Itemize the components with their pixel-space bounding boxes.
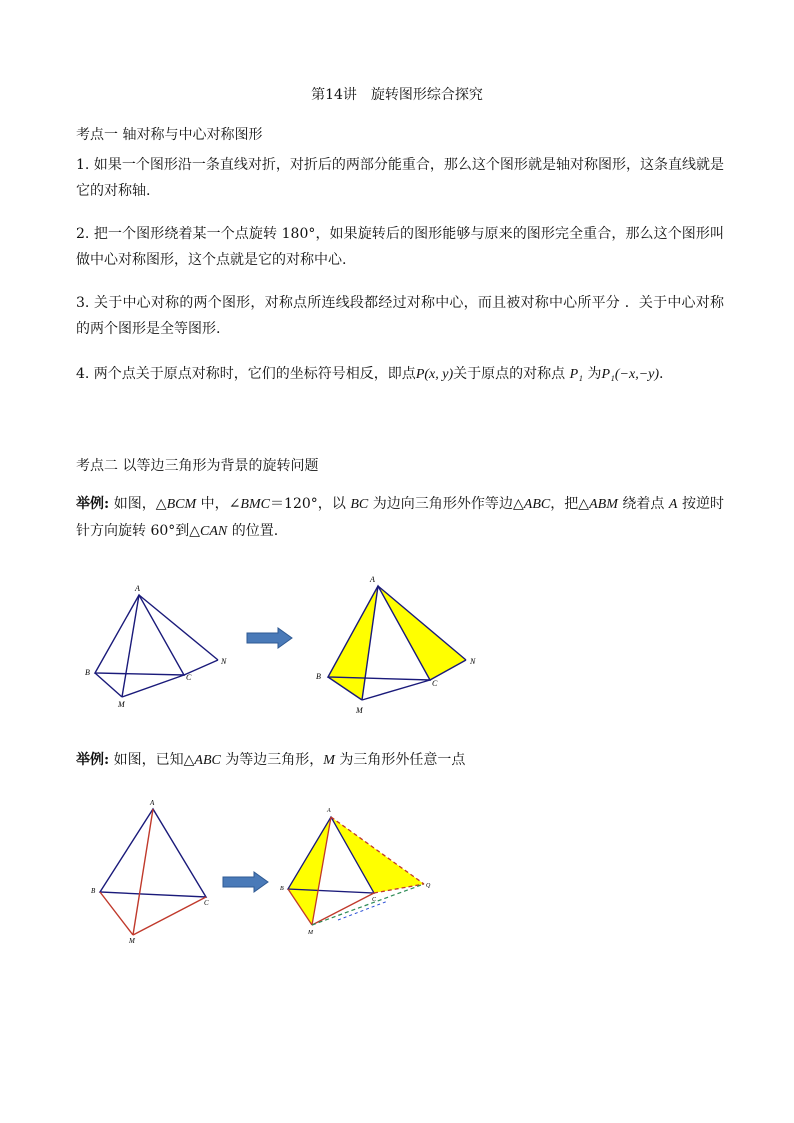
ex1-seg: 的位置.: [227, 523, 279, 539]
ex1-seg: 绕着点: [617, 496, 669, 512]
label-a: A: [135, 584, 140, 593]
ex2-seg: 如图，已知△: [109, 752, 195, 768]
segment-blue-dashed: [338, 901, 388, 920]
label-a: A: [150, 799, 155, 807]
paragraph-4: [76, 361, 724, 388]
label-c: C: [432, 679, 438, 688]
example-2-label: 举例:: [76, 752, 110, 768]
ex2-seg: 为等边三角形，: [220, 752, 324, 768]
p4-text-b: 关于原点的对称点: [453, 366, 566, 382]
triangle-abc: [100, 809, 206, 897]
shaded-acq: [331, 817, 424, 893]
segment-am: [133, 809, 153, 935]
label-m: M: [356, 706, 363, 715]
figure-2-rotated: [278, 800, 438, 940]
ex1-seg: ＝120°，以: [269, 496, 351, 512]
ex1-abm: ABM: [589, 497, 618, 512]
section-heading-2: 考点二 以等边三角形为背景的旋转问题: [76, 458, 319, 474]
ex1-seg: 如图，△: [109, 496, 167, 512]
p4-p1: P₁: [569, 367, 583, 382]
figure-2-original: [85, 795, 225, 945]
segment-mq-dashed: [312, 884, 424, 925]
label-b: B: [280, 886, 284, 892]
label-m: M: [308, 930, 313, 936]
arrow-right-icon: [246, 627, 294, 649]
ex1-bmc: BMC: [240, 497, 270, 512]
paragraph-1: 1. 如果一个图形沿一条直线对折，对折后的两部分能重合，那么这个图形就是轴对称图形，这条直线就是它的对称轴.: [76, 157, 724, 199]
example-2-text: [76, 747, 724, 774]
ex1-seg: 为边向三角形外作等边△: [368, 496, 524, 512]
p4-point: P(x, y): [415, 367, 454, 382]
figure-1-rotated: [310, 572, 490, 722]
segment-mc: [312, 893, 374, 925]
ex1-abc: ABC: [523, 497, 551, 512]
p4-end: .: [659, 366, 664, 382]
label-c: C: [204, 899, 209, 907]
segment-an: [139, 595, 218, 660]
example-1-label: 举例:: [76, 496, 110, 512]
segment-bm: [100, 892, 133, 935]
segment-mc: [362, 680, 430, 700]
segment-bm: [95, 673, 122, 697]
shaded-abm: [288, 817, 331, 925]
ex2-abc: ABC: [194, 753, 221, 768]
ex2-seg: 为三角形外任意一点: [334, 752, 466, 768]
label-b: B: [316, 672, 321, 681]
label-n: N: [221, 657, 227, 666]
ex1-seg: 按逆时针方向旋转 60°到△: [76, 496, 725, 539]
figure-1-original: [80, 580, 230, 710]
p4-text-a: 4. 两个点关于原点对称时，它们的坐标符号相反，即点: [76, 366, 416, 382]
label-a: A: [327, 808, 331, 814]
p4-result: P₁(−x,−y): [601, 367, 660, 382]
label-m: M: [118, 700, 125, 709]
ex1-seg: 中，∠: [196, 496, 241, 512]
label-c: C: [372, 897, 377, 903]
label-b: B: [85, 668, 90, 677]
label-a: A: [370, 575, 375, 584]
triangle-abc: [95, 595, 184, 675]
label-n: N: [470, 657, 476, 666]
arrow-right-icon: [222, 871, 270, 893]
ex1-seg: ，把△: [550, 496, 590, 512]
ex2-m: M: [323, 753, 335, 768]
ex1-can: CAN: [200, 524, 228, 539]
section-heading-1: 考点一 轴对称与中心对称图形: [76, 127, 263, 143]
label-b: B: [91, 887, 96, 895]
ex1-bcm: BCM: [166, 497, 197, 512]
segment-mc: [122, 675, 184, 697]
label-m: M: [129, 937, 135, 945]
paragraph-2: 2. 把一个图形绕着某一个点旋转 180°，如果旋转后的图形能够与原来的图形完全重合，那么这个图形叫做中心对称图形，这个点就是它的对称中心.: [76, 226, 724, 268]
page-title: 第14讲 旋转图形综合探究: [311, 87, 483, 103]
segment-mc: [133, 897, 206, 935]
label-q: Q: [426, 883, 431, 889]
label-c: C: [186, 673, 192, 682]
ex1-a: A: [668, 497, 678, 512]
paragraph-3: 3. 关于中心对称的两个图形，对称点所连线段都经过对称中心，而且被对称中心所平分 ．关于中心对称的两个图形是全等图形.: [76, 295, 724, 337]
example-1-text: [76, 491, 724, 545]
ex1-bc: BC: [350, 497, 369, 512]
p4-text-c: 为: [587, 366, 602, 382]
